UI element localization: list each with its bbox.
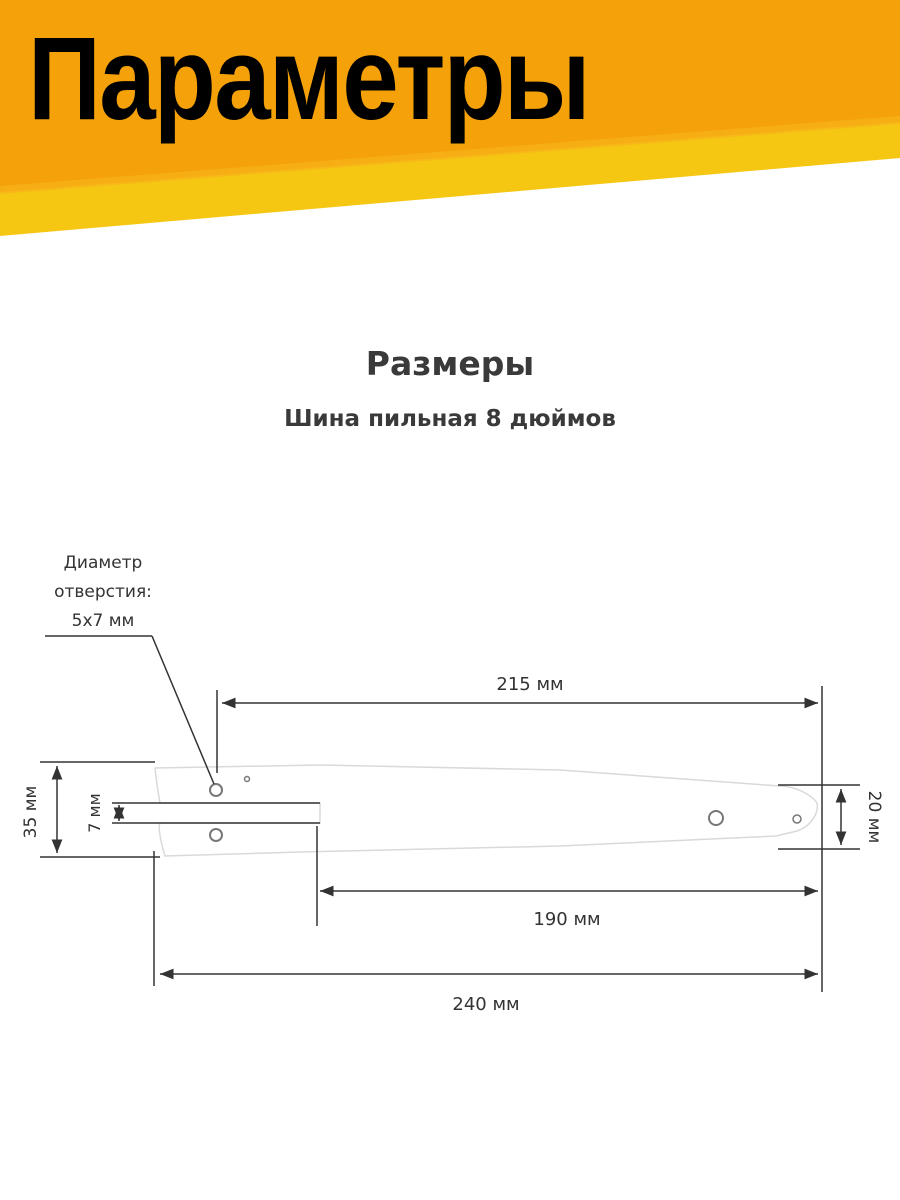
dim-label-215: 215 мм	[496, 674, 564, 695]
dim-label-20: 20 мм	[864, 790, 884, 844]
diagram-title: Размеры	[365, 344, 535, 383]
dim-label-35: 35 мм	[21, 785, 41, 839]
dim-label-240: 240 мм	[452, 994, 520, 1015]
hole-note-line-3: 5х7 мм	[71, 611, 135, 631]
hole-note-line-2: отверстия:	[54, 582, 152, 602]
dim-label-190: 190 мм	[533, 909, 601, 930]
mount-hole-upper	[210, 784, 222, 796]
diagram-subtitle: Шина пильная 8 дюймов	[284, 406, 616, 432]
banner-title: Параметры	[28, 13, 589, 145]
small-hole	[245, 777, 250, 782]
dim-label-7: 7 мм	[85, 793, 104, 833]
nose-hole-small	[793, 815, 801, 823]
hole-note-line-1: Диаметр	[63, 553, 143, 573]
hole-leader-diagonal	[152, 636, 214, 784]
nose-hole-large	[709, 811, 723, 825]
mount-hole-lower	[210, 829, 222, 841]
